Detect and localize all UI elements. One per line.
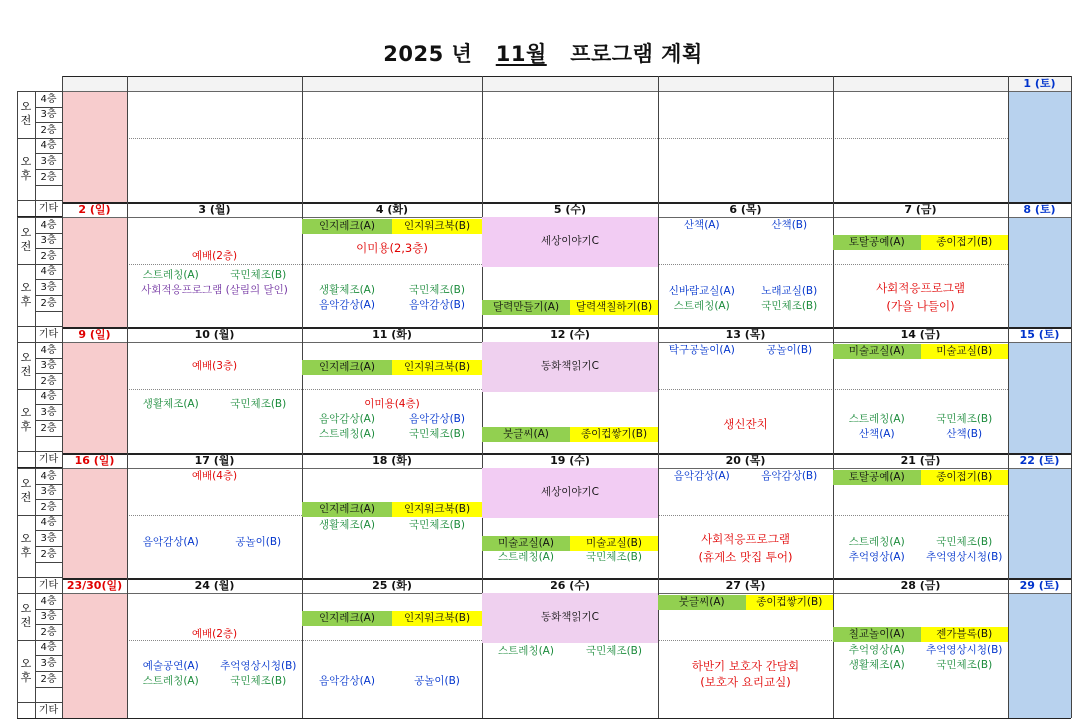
pm-label-char: 후	[20, 545, 32, 559]
program-label: 산책(B)	[771, 219, 808, 232]
sunday-column-bg	[62, 91, 127, 216]
program-label: (휴게소 맛집 투어)	[698, 550, 793, 565]
program-label: 음악감상(A)	[673, 470, 730, 483]
pm-label-char: 후	[20, 294, 32, 308]
program-label: 종이컵쌓기(B)	[756, 595, 823, 608]
program-label: 스트레칭(A)	[142, 675, 199, 688]
floor-label: 4층	[40, 391, 57, 403]
pm-label	[17, 389, 35, 451]
program-label: 추억영상(A)	[848, 643, 905, 656]
program-label: 인지레크(A)	[319, 219, 375, 232]
program-label: 예배(3층)	[191, 360, 238, 373]
day-header: 9 (일)	[78, 328, 111, 341]
program-label: 동화책읽기C	[540, 360, 600, 373]
program-label: 붓글씨(A)	[503, 428, 549, 441]
column-border	[1071, 453, 1072, 593]
column-border	[482, 76, 483, 216]
day-header: 3 (월)	[198, 203, 231, 216]
program-label: 스트레칭(A)	[848, 536, 905, 549]
am-label	[17, 91, 35, 138]
day-header: 24 (월)	[194, 579, 235, 592]
program-label: 인지레크(A)	[319, 503, 375, 516]
program-label: 사회적응프로그램	[876, 280, 965, 295]
column-border	[1008, 453, 1009, 593]
day-header: 20 (목)	[725, 454, 766, 467]
week-bottom-border	[17, 718, 1071, 719]
program-label: 음악감상(A)	[319, 412, 375, 425]
week-top-border	[62, 453, 1071, 455]
left-border	[17, 217, 18, 342]
day-header: 25 (화)	[372, 579, 412, 592]
saturday-column-bg	[1008, 342, 1071, 467]
pm-label-char: 오	[20, 154, 32, 168]
program-label: 국민체조(B)	[230, 675, 287, 688]
day-header: 28 (금)	[900, 579, 941, 592]
day-header: 12 (수)	[550, 328, 590, 341]
pm-label-char: 후	[20, 168, 32, 182]
program-label: 생활체조(A)	[848, 658, 905, 671]
day-header: 16 (일)	[74, 454, 115, 467]
day-header: 2 (일)	[78, 203, 111, 216]
program-label: 국민체조(B)	[586, 645, 642, 658]
floor-label: 2층	[40, 375, 57, 387]
am-pm-divider	[17, 138, 62, 139]
pm-label	[17, 138, 35, 200]
program-label: 세상이야기C	[540, 235, 600, 248]
program-label: 젠가블록(B)	[936, 628, 993, 641]
floor-divider	[35, 671, 62, 672]
program-label: 토탈공예(A)	[848, 235, 905, 248]
program-label: 달력만들기(A)	[492, 300, 560, 313]
day-header: 11 (화)	[372, 328, 412, 341]
floor-divider	[35, 185, 62, 186]
floor-divider	[35, 562, 62, 563]
program-label: 토탈공예(A)	[848, 470, 905, 483]
floor-divider	[35, 358, 62, 359]
day-header: 1 (토)	[1023, 77, 1056, 90]
floor-label: 3층	[40, 360, 57, 372]
floor-divider	[35, 153, 62, 154]
am-label-char: 오	[20, 477, 32, 491]
floor-label: 기타	[38, 579, 59, 591]
program-label: 공놀이(B)	[414, 675, 460, 688]
column-border	[302, 327, 303, 467]
floor-divider	[35, 624, 62, 625]
saturday-column-bg	[1008, 91, 1071, 216]
pm-label-char: 후	[20, 670, 32, 684]
floor-divider	[35, 107, 62, 108]
title-nyeon: 년	[451, 42, 473, 66]
program-label: 공놀이(B)	[766, 344, 813, 357]
day-header: 26 (수)	[550, 579, 590, 592]
program-label: 미술교실(B)	[586, 536, 642, 549]
pm-other-divider	[17, 200, 62, 201]
floor-label: 기타	[38, 328, 59, 340]
program-label: 사회적응프로그램	[701, 531, 790, 546]
program-label: 추억영상시청(B)	[220, 660, 297, 673]
program-label: 추억영상시청(B)	[926, 643, 1003, 656]
label-col-border	[35, 342, 36, 467]
column-border	[302, 76, 303, 216]
program-label: 스트레칭(A)	[319, 427, 375, 440]
am-label	[17, 217, 35, 264]
program-label: 미술교실(A)	[848, 344, 905, 357]
program-label: 종이접기(B)	[936, 235, 993, 248]
program-label: 인지워크북(B)	[403, 611, 471, 624]
program-label: 국민체조(B)	[409, 518, 465, 531]
program-label: 산책(A)	[683, 219, 720, 232]
day-header: 4 (화)	[375, 203, 409, 216]
program-label: 인지워크북(B)	[403, 219, 471, 232]
sunday-column-bg	[62, 593, 127, 718]
day-header: 8 (토)	[1023, 203, 1056, 216]
day-header: 21 (금)	[900, 454, 941, 467]
floor-divider	[35, 499, 62, 500]
floor-label: 2층	[40, 171, 57, 183]
floor-label: 2층	[40, 626, 57, 638]
label-col-border	[35, 468, 36, 593]
program-label: 종이접기(B)	[936, 470, 993, 483]
floor-label: 3층	[40, 406, 57, 418]
program-label: 스트레칭(A)	[498, 645, 554, 658]
column-border	[1071, 202, 1072, 342]
column-border	[62, 578, 63, 718]
floor-label: 4층	[40, 266, 57, 278]
floor-label: 2층	[40, 422, 57, 434]
am-pm-dotted	[127, 138, 1008, 139]
am-label-char: 전	[20, 491, 32, 505]
floor-label: 3층	[40, 657, 57, 669]
floor-label: 3층	[40, 532, 57, 544]
am-label-char: 전	[20, 616, 32, 630]
column-border	[1008, 327, 1009, 467]
am-label-char: 전	[20, 114, 32, 128]
day-header: 6 (목)	[729, 203, 762, 216]
left-border	[17, 593, 18, 718]
floor-label: 4층	[40, 595, 57, 607]
program-label: 동화책읽기C	[540, 611, 600, 624]
floor-label: 4층	[40, 642, 57, 654]
program-label: 산책(B)	[946, 427, 983, 440]
program-label: (가을 나들이)	[886, 299, 955, 314]
program-label: 생활체조(A)	[319, 284, 375, 297]
floor-label: 3층	[40, 281, 57, 293]
program-label: 인지레크(A)	[319, 360, 375, 373]
week-top-border	[62, 578, 1071, 580]
label-top-line	[17, 217, 62, 218]
am-label-char: 오	[20, 100, 32, 114]
floor-divider	[35, 436, 62, 437]
floor-label: 3층	[40, 235, 57, 247]
pm-label	[17, 515, 35, 577]
floor-divider	[35, 248, 62, 249]
program-label: 스트레칭(A)	[848, 412, 905, 425]
pm-label	[17, 264, 35, 326]
floor-divider	[35, 279, 62, 280]
column-border	[127, 453, 128, 593]
program-label: 하반기 보호자 간담회	[691, 659, 800, 674]
program-label: 이미용(4층)	[364, 397, 420, 410]
floor-divider	[35, 169, 62, 170]
label-top-line	[17, 593, 62, 594]
title-year: 2025	[383, 42, 444, 66]
am-label	[17, 593, 35, 640]
label-col-border	[35, 593, 36, 718]
column-border	[62, 327, 63, 467]
program-label: 음악감상(B)	[409, 299, 465, 312]
floor-divider	[35, 420, 62, 421]
column-border	[62, 76, 63, 216]
week-top-border	[62, 202, 1071, 204]
column-border	[1008, 76, 1009, 216]
day-header: 13 (목)	[725, 328, 766, 341]
floor-divider	[35, 687, 62, 688]
floor-label: 3층	[40, 109, 57, 121]
floor-label: 4층	[40, 93, 57, 105]
day-header: 23/30(일)	[66, 579, 123, 592]
program-label: 예술공연(A)	[142, 660, 199, 673]
am-label	[17, 342, 35, 389]
floor-label: 2층	[40, 501, 57, 513]
title-month: 11월	[495, 42, 547, 66]
week-top-border	[62, 76, 1071, 77]
floor-divider	[35, 655, 62, 656]
saturday-column-bg	[1008, 468, 1071, 593]
label-top-line	[17, 342, 62, 343]
left-border	[17, 91, 18, 216]
left-border	[17, 468, 18, 593]
column-border	[127, 578, 128, 718]
column-border	[1071, 578, 1072, 718]
floor-divider	[35, 546, 62, 547]
program-label: 노래교실(B)	[761, 285, 818, 298]
floor-label: 2층	[40, 124, 57, 136]
program-label: 음악감상(B)	[409, 412, 465, 425]
label-top-line	[17, 468, 62, 469]
floor-label: 3층	[40, 155, 57, 167]
floor-label: 4층	[40, 470, 57, 482]
pm-label-char: 후	[20, 419, 32, 433]
floor-divider	[35, 404, 62, 405]
program-label: 탁구공놀이(A)	[668, 344, 735, 357]
pm-other-divider	[17, 451, 62, 452]
pm-label-char: 오	[20, 656, 32, 670]
program-label: 국민체조(B)	[230, 397, 287, 410]
floor-divider	[35, 295, 62, 296]
floor-divider	[35, 122, 62, 123]
am-pm-divider	[17, 264, 62, 265]
program-label: 이미용(2,3층)	[356, 240, 428, 255]
day-header: 7 (금)	[904, 203, 937, 216]
program-label: 붓글씨(A)	[678, 595, 725, 608]
program-label: 칠교놀이(A)	[848, 628, 905, 641]
floor-label: 4층	[40, 344, 57, 356]
day-header: 29 (토)	[1019, 579, 1060, 592]
program-label: (보호자 요리교실)	[700, 675, 791, 690]
sunday-column-bg	[62, 468, 127, 593]
program-label: 신바람교실(A)	[668, 285, 735, 298]
label-col-border	[35, 217, 36, 342]
floor-label: 4층	[40, 219, 57, 231]
pm-label	[17, 640, 35, 702]
floor-divider	[35, 373, 62, 374]
floor-label: 3층	[40, 486, 57, 498]
week-top-border	[62, 327, 1071, 329]
program-label: 예배(2층)	[191, 250, 238, 263]
program-label: 음악감상(A)	[319, 675, 375, 688]
program-label: 미술교실(B)	[936, 344, 993, 357]
header-bottom-line	[62, 91, 1071, 92]
program-label: 공놀이(B)	[235, 536, 282, 549]
program-label: 생신잔치	[723, 416, 768, 431]
program-label: 생활체조(A)	[142, 397, 199, 410]
floor-label: 2층	[40, 548, 57, 560]
am-label-char: 오	[20, 602, 32, 616]
label-top-line	[17, 91, 62, 92]
program-label: 국민체조(B)	[409, 284, 465, 297]
left-border	[17, 342, 18, 467]
column-border	[1071, 76, 1072, 216]
column-border	[127, 76, 128, 216]
floor-label: 기타	[38, 453, 59, 465]
day-header: 10 (월)	[194, 328, 235, 341]
floor-label: 3층	[40, 611, 57, 623]
floor-label: 2층	[40, 297, 57, 309]
column-border	[127, 327, 128, 467]
saturday-column-bg	[1008, 217, 1071, 342]
program-label: 음악감상(A)	[142, 536, 199, 549]
floor-label: 기타	[38, 704, 59, 716]
title-rest: 프로그램 계획	[570, 42, 703, 66]
program-label: 국민체조(B)	[936, 658, 993, 671]
day-header: 19 (수)	[550, 454, 590, 467]
program-label: 세상이야기C	[540, 486, 600, 499]
am-pm-divider	[17, 389, 62, 390]
am-pm-divider	[17, 515, 62, 516]
program-label: 인지워크북(B)	[403, 503, 471, 516]
program-label: 스트레칭(A)	[673, 300, 730, 313]
column-border	[833, 76, 834, 216]
pm-other-divider	[17, 326, 62, 327]
program-label: 추억영상시청(B)	[926, 551, 1003, 564]
program-label: 스트레칭(A)	[142, 269, 199, 282]
am-label-char: 전	[20, 240, 32, 254]
program-label: 국민체조(B)	[586, 551, 642, 564]
am-label-char: 오	[20, 226, 32, 240]
floor-divider	[35, 609, 62, 610]
day-header: 27 (목)	[725, 579, 766, 592]
am-label	[17, 468, 35, 515]
am-label-char: 전	[20, 365, 32, 379]
column-border	[302, 578, 303, 718]
program-label: 사회적응프로그램 (살림의 달인)	[141, 284, 288, 297]
pm-other-divider	[17, 577, 62, 578]
program-label: 국민체조(B)	[409, 427, 465, 440]
program-label: 예배(2층)	[191, 627, 238, 640]
program-label: 국민체조(B)	[936, 412, 993, 425]
week-header-row	[62, 76, 1071, 91]
program-label: 스트레칭(A)	[498, 551, 554, 564]
floor-label: 4층	[40, 140, 57, 152]
column-border	[62, 202, 63, 342]
floor-divider	[35, 530, 62, 531]
floor-label: 2층	[40, 250, 57, 262]
program-label: 국민체조(B)	[230, 269, 287, 282]
floor-divider	[35, 233, 62, 234]
day-header: 22 (토)	[1019, 454, 1060, 467]
am-label-char: 오	[20, 351, 32, 365]
program-label: 음악감상(A)	[319, 299, 375, 312]
day-header: 5 (수)	[553, 203, 587, 216]
day-header: 18 (화)	[372, 454, 412, 467]
program-label: 인지레크(A)	[319, 611, 375, 624]
day-header: 14 (금)	[900, 328, 941, 341]
program-label: 국민체조(B)	[936, 536, 993, 549]
pm-label-char: 오	[20, 280, 32, 294]
program-label: 음악감상(B)	[761, 470, 818, 483]
label-col-border	[35, 91, 36, 216]
pm-label-char: 오	[20, 531, 32, 545]
pm-label-char: 오	[20, 405, 32, 419]
floor-divider	[35, 311, 62, 312]
program-label: 산책(A)	[858, 427, 895, 440]
column-border	[1008, 202, 1009, 342]
program-label: 국민체조(B)	[761, 300, 818, 313]
program-label: 생활체조(A)	[319, 518, 375, 531]
column-border	[658, 76, 659, 216]
column-border	[1071, 327, 1072, 467]
program-label: 달력색칠하기(B)	[575, 300, 653, 313]
column-border	[62, 453, 63, 593]
am-pm-divider	[17, 640, 62, 641]
program-label: 인지워크북(B)	[403, 360, 471, 373]
floor-label: 2층	[40, 673, 57, 685]
program-label: 미술교실(A)	[498, 536, 554, 549]
program-label: 예배(4층)	[191, 470, 238, 483]
program-label: 종이컵쌓기(B)	[580, 428, 648, 441]
pm-other-divider	[17, 702, 62, 703]
day-header: 17 (월)	[194, 454, 235, 467]
floor-divider	[35, 484, 62, 485]
floor-label: 4층	[40, 517, 57, 529]
floor-label: 기타	[38, 202, 59, 214]
day-header: 15 (토)	[1019, 328, 1060, 341]
program-label: 추억영상(A)	[848, 551, 905, 564]
